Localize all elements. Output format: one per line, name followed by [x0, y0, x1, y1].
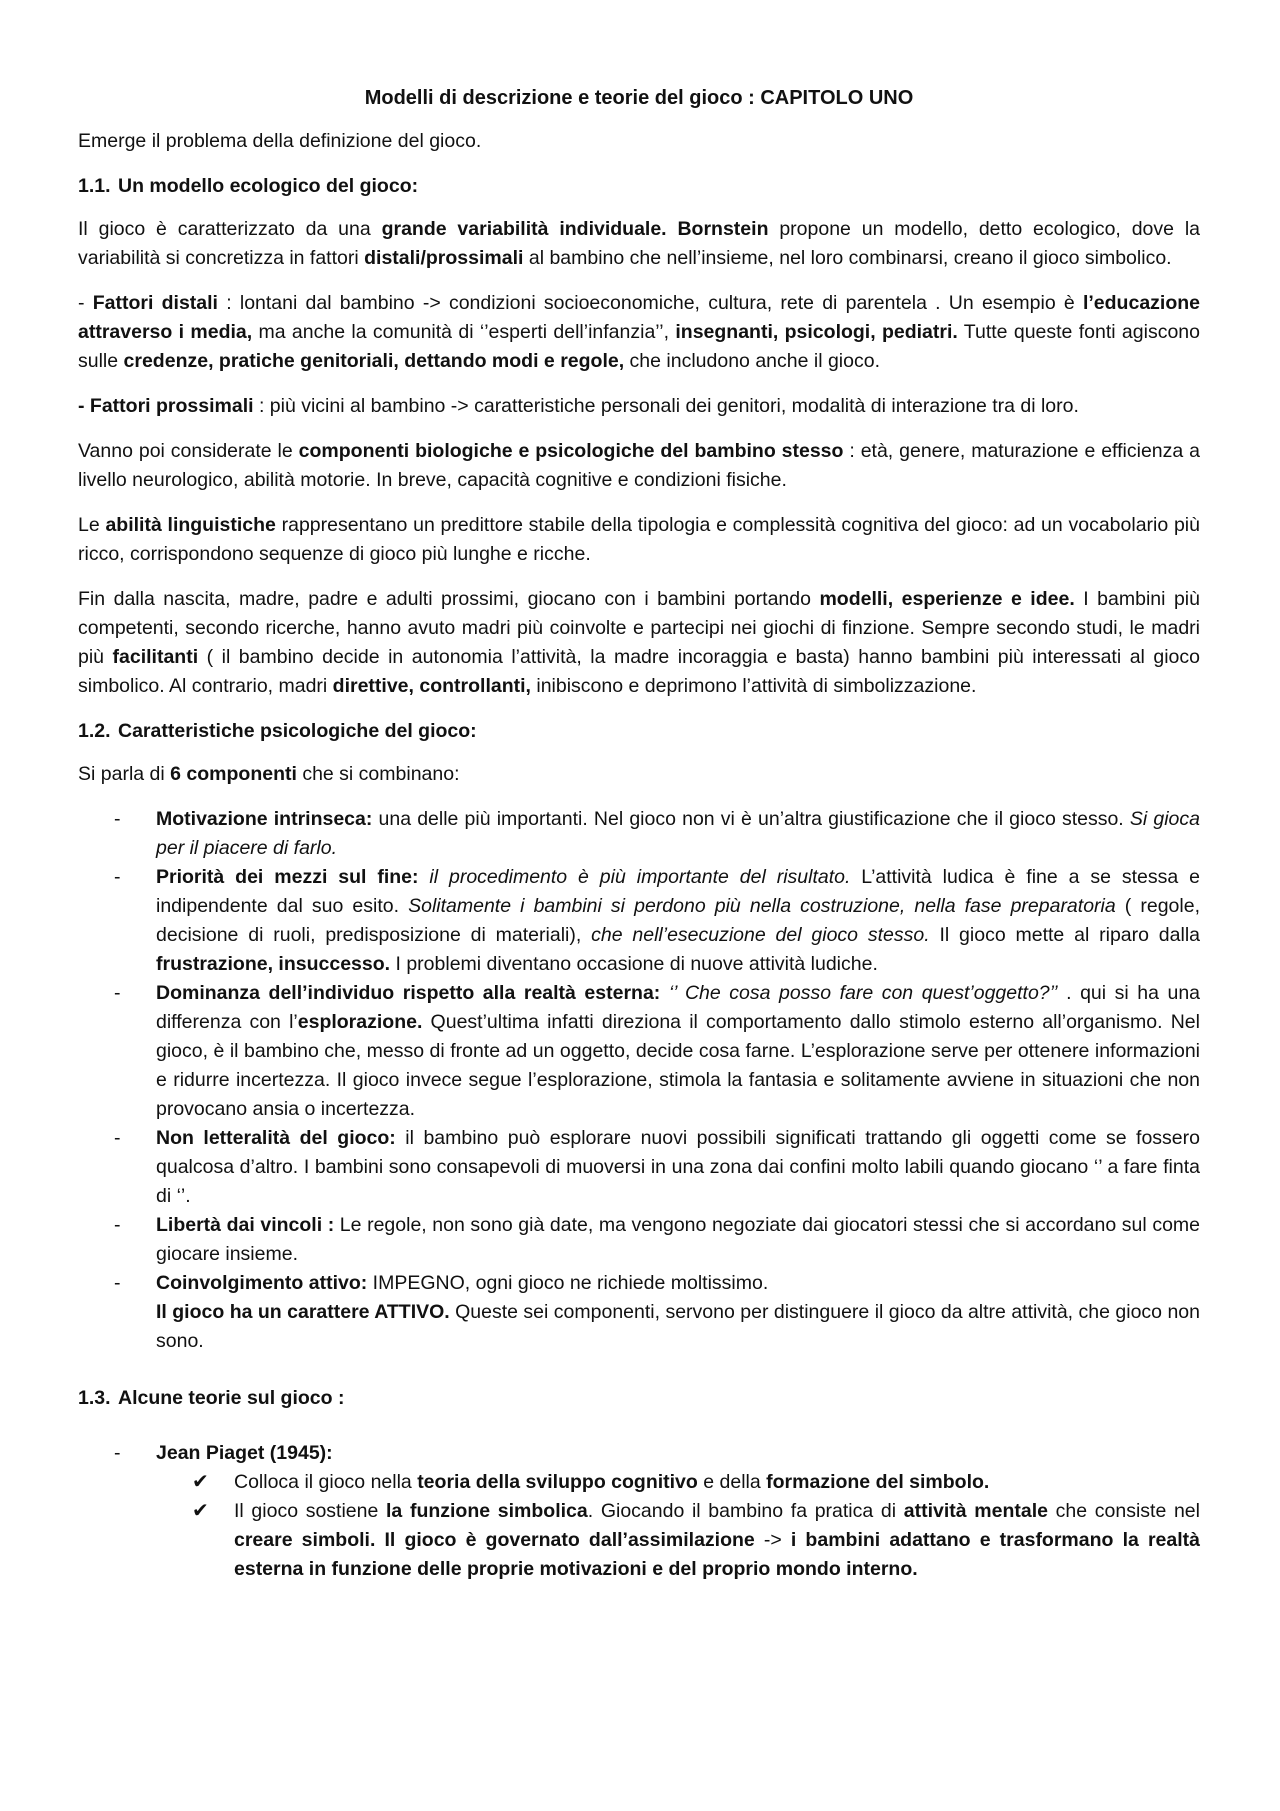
section-heading-1-2: 1.2. Caratteristiche psicologiche del gioco:: [78, 720, 477, 742]
section-heading-1-1: 1.1. Un modello ecologico del gioco:: [78, 175, 419, 197]
list-item: - Motivazione intrinseca: una delle più importanti. Nel gioco non vi è un’altra giustificazione che il gioco stesso. Si gioca per il piacere di farlo.: [114, 808, 1200, 859]
paragraph-madri: Fin dalla nascita, madre, padre e adulti prossimi, giocano con i bambini portando modelli, esperienze e idee. I bambini più competenti, secondo ricerche, hanno avuto madri più coinvolte e partecipi nei giochi di finzione. Sempre secondo studi, le madri più facilitanti ( il bambino decide in autonomia l’attività, la madre incoraggia e basta) hanno bambini più interessati al gioco simbolico. Al contrario, madri direttive, controllanti, inibiscono e deprimono l’attività di simbolizzazione.: [78, 588, 1200, 697]
paragraph-fattori-distali: - Fattori distali : lontani dal bambino -> condizioni socioeconomiche, cultura, rete di parentela . Un esempio è l’educazione attraverso i media, ma anche la comunità di ‘’esperti dell’infanzia’’, insegnanti, psicologi, pediatri. Tutte queste fonti agiscono sulle credenze, pratiche genitoriali, dettando modi e regole, che includono anche il gioco.: [78, 292, 1200, 372]
list-item-piaget: - Jean Piaget (1945):: [114, 1442, 333, 1464]
list-item: - Dominanza dell’individuo rispetto alla realtà esterna: ‘’ Che cosa posso fare con quest’oggetto?’’ . qui si ha una differenza con l’esplorazione. Quest’ultima infatti direziona il comportamento dallo stimolo esterno all’organismo. Nel gioco, è il bambino che, messo di fronte ad un oggetto, decide cosa farne. L’esplorazione serve per ottenere informazioni e ridurre incertezza. Il gioco invece segue l’esplorazione, stimola la fantasia e solitamente avviene in situazioni che non provocano ansia o incertezza.: [114, 982, 1201, 1120]
paragraph-componenti-biologiche: Vanno poi considerate le componenti biologiche e psicologiche del bambino stesso : età, genere, maturazione e efficienza a livello neurologico, abilità motorie. In breve, capacità cognitive e condizioni fisiche.: [78, 440, 1201, 491]
paragraph-abilita-linguistiche: Le abilità linguistiche rappresentano un predittore stabile della tipologia e complessità cognitiva del gioco: ad un vocabolario più ricco, corrispondono sequenze di gioco più lunghe e ricche.: [78, 514, 1200, 565]
paragraph-variabilita: Il gioco è caratterizzato da una grande variabilità individuale. Bornstein propone un modello, detto ecologico, dove la variabilità si concretizza in fattori distali/prossimali al bambino che nell’insieme, nel loro combinarsi, creano il gioco simbolico.: [78, 218, 1201, 269]
page-title: Modelli di descrizione e teorie del gioco : CAPITOLO UNO: [364, 87, 914, 109]
components-list: [78, 805, 1200, 1356]
list-item: - Coinvolgimento attivo: IMPEGNO, ogni gioco ne richiede moltissimo. Il gioco ha un carattere ATTIVO. Queste sei componenti, servono per distinguere il gioco da altre attività, che gioco non sono.: [114, 1272, 1200, 1352]
section-heading-1-3: 1.3. Alcune teorie sul gioco :: [78, 1387, 345, 1409]
list-item: - Priorità dei mezzi sul fine: il procedimento è più importante del risultato. L’attività ludica è fine a se stessa e indipendente dal suo esito. Solitamente i bambini si perdono più nella costruzione, nella fase preparatoria ( regole, decisione di ruoli, predisposizione di materiali), che nell’esecuzione del gioco stesso. Il gioco mette al riparo dalla frustrazione, insuccesso. I problemi diventano occasione di nuove attività ludiche.: [114, 866, 1200, 975]
checkmark-icon: ✔: [192, 1500, 209, 1522]
check-item: ✔ Colloca il gioco nella teoria della sviluppo cognitivo e della formazione del simbolo.: [156, 1468, 1200, 1497]
theories-list: [78, 1439, 1200, 1468]
checkmark-icon: ✔: [192, 1471, 209, 1493]
paragraph-fattori-prossimali: - Fattori prossimali : più vicini al bambino -> caratteristiche personali dei genitori, modalità di interazione tra di loro.: [78, 395, 1079, 417]
list-item: - Non letteralità del gioco: il bambino può esplorare nuovi possibili significati trattando gli oggetti come se fossero qualcosa d’altro. I bambini sono consapevoli di muoversi in una zona dai confini molto labili quando giocano ‘’ a fare finta di ‘’.: [114, 1127, 1200, 1207]
piaget-points: [78, 1468, 1200, 1584]
intro-paragraph: Emerge il problema della definizione del gioco.: [78, 130, 482, 152]
list-item: - Libertà dai vincoli : Le regole, non sono già date, ma vengono negoziate dai giocatori stessi che si accordano sul come giocare insieme.: [114, 1214, 1201, 1265]
paragraph-sei-componenti: Si parla di 6 componenti che si combinano:: [78, 763, 460, 785]
check-item: ✔ Il gioco sostiene la funzione simbolica. Giocando il bambino fa pratica di attività mentale che consiste nel creare simboli. Il gioco è governato dall’assimilazione -> i bambini adattano e trasformano la realtà esterna in funzione delle proprie motivazioni e del proprio mondo interno.: [156, 1497, 1200, 1584]
